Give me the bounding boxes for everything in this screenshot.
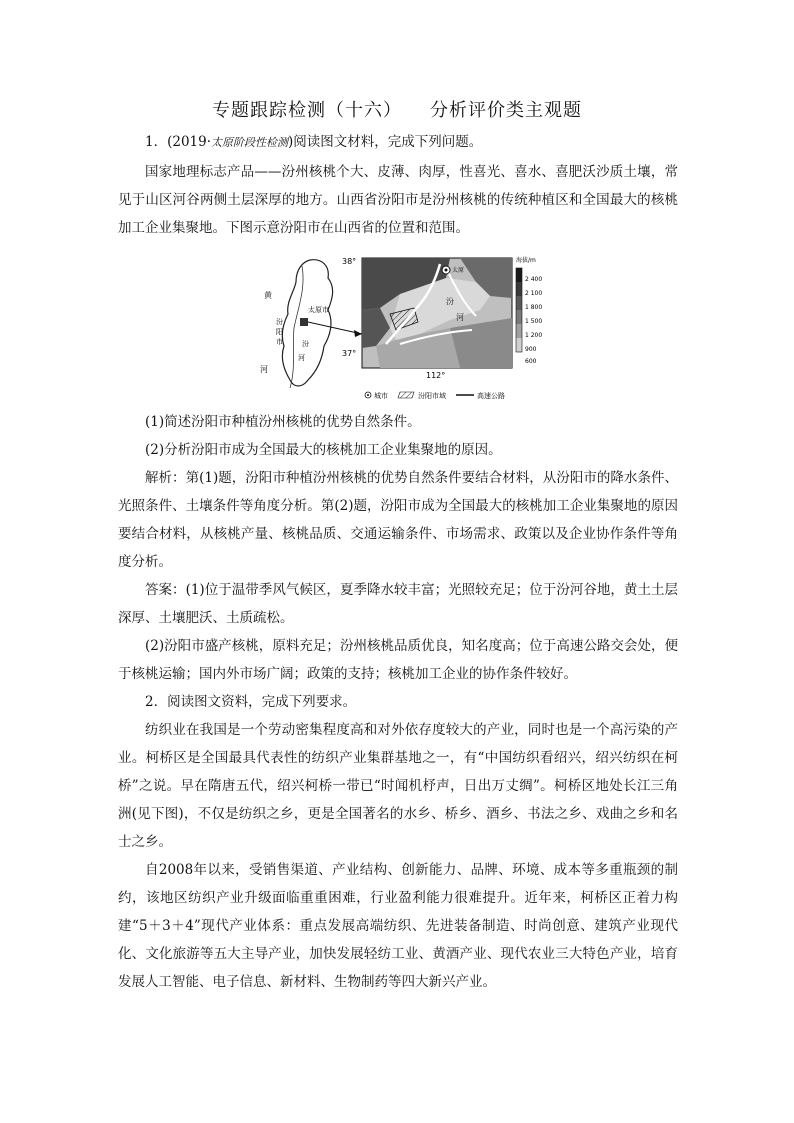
pointer-arrow xyxy=(354,330,362,337)
main-map xyxy=(342,257,512,380)
q1-number: 1．(2019· xyxy=(145,134,212,150)
label-fen2: 汾 xyxy=(302,340,309,348)
elev-900: 900 xyxy=(525,346,537,353)
q1-sub1: (1)简述汾阳市种植汾州核桃的优势自然条件。 xyxy=(145,414,421,430)
label-fen: 汾 xyxy=(276,318,283,326)
label-shi: 市 xyxy=(276,338,283,346)
q1-analysis: 解析：第(1)题，汾阳市种植汾州核桃的优势自然条件要结合材料，从汾阳市的降水条件、光照条件、土壤条件等角度分析。第(2)题，汾阳市成为全国最大的核桃加工企业集聚地的原因要结合材料，从核桃产量、核桃品质、交通运输条件、市场需求、政策以及企业协作条件等角度分析。 xyxy=(118,470,678,570)
label-taiyuan: 太原市 xyxy=(308,306,329,314)
lon-112: 112° xyxy=(426,371,446,380)
q1-sub2: (2)分析汾阳市成为全国最大的核桃加工企业集聚地的原因。 xyxy=(145,442,502,458)
label-huang: 黄 xyxy=(264,291,272,300)
elevation-legend xyxy=(516,256,542,365)
lat-37: 37° xyxy=(342,349,357,358)
legend-swatch-5 xyxy=(516,324,522,338)
shanxi-inset xyxy=(260,260,362,388)
q2-para1: 纺织业在我国是一个劳动密集程度高和对外依存度较大的产业，同时也是一个高污染的产业。柯桥区是全国最具代表性的纺织产业集群基地之一，有“中国纺织看绍兴，绍兴纺织在柯桥”之说。早在隋唐五代，绍兴柯桥一带已“时闻机杼声，日出万丈绸”。柯桥区地处长江三角洲(见下图)，不仅是纺织之乡，更是全国著名的水乡、桥乡、酒乡、书法之乡、戏曲之乡和名士之乡。 xyxy=(118,722,678,850)
label-he: 河 xyxy=(260,365,268,374)
legend-swatch-2 xyxy=(516,282,522,296)
lat-38: 38° xyxy=(342,257,357,266)
q1-intro xyxy=(118,128,678,157)
q1-intro-tail: )阅读图文材料，完成下列问题。 xyxy=(288,134,483,150)
map-label-taiyuan: 太原 xyxy=(452,267,465,274)
city-legend-dot xyxy=(367,394,369,396)
elev-1800: 1 800 xyxy=(525,304,543,311)
q1-answer1: 答案：(1)位于温带季风气候区，夏季降水较丰富；光照较充足；位于汾河谷地，黄土土层深厚、土壤肥沃、土质疏松。 xyxy=(118,582,678,626)
title-part1: 专题跟踪检测（十六） xyxy=(212,100,402,121)
map-label-fen: 汾 xyxy=(446,297,454,306)
q2-intro: 2．阅读图文资料，完成下列要求。 xyxy=(145,694,357,710)
elev-2400: 2 400 xyxy=(525,276,543,283)
map-label-he: 河 xyxy=(456,313,464,322)
fenyang-legend-icon xyxy=(398,392,414,398)
elev-1200: 1 200 xyxy=(525,332,543,339)
legend-city: 城市 xyxy=(374,392,388,400)
taiyuan-city-dot xyxy=(445,269,448,272)
legend-swatch-1 xyxy=(516,268,522,282)
legend-title: 海拔/m xyxy=(516,257,536,264)
legend-swatch-4 xyxy=(516,310,522,324)
legend-fenyang: 汾阳市域 xyxy=(418,392,446,400)
q1-answer2: (2)汾阳市盛产核桃，原料充足；汾州核桃品质优良，知名度高；位于高速公路交会处，便于核桃运输；国内外市场广阔；政策的支持；核桃加工企业的协作条件较好。 xyxy=(118,638,678,682)
elev-1500: 1 500 xyxy=(525,318,543,325)
map-figure xyxy=(250,248,550,408)
page-title xyxy=(0,96,794,122)
legend-swatch-6 xyxy=(516,338,522,352)
fenyang-marker xyxy=(300,318,308,326)
map-svg xyxy=(250,248,550,408)
label-yang: 阳 xyxy=(276,328,283,336)
q1-source: 太原阶段性检测 xyxy=(211,136,289,149)
bottom-legend xyxy=(365,391,505,400)
title-part2: 分析评价类主观题 xyxy=(430,100,582,121)
elev-2100: 2 100 xyxy=(525,290,543,297)
label-he2: 河 xyxy=(298,354,305,362)
q2-para2: 自2008年以来，受销售渠道、产业结构、创新能力、品牌、环境、成本等多重瓶颈的制约，该地区纺织产业升级面临重重困难，行业盈利能力很难提升。近年来，柯桥区正着力构建“5＋3＋4”现代产业体系：重点发展高端纺织、先进装备制造、时尚创意、建筑产业现代化、文化旅游等五大主导产业，加快发展轻纺工业、黄酒产业、现代农业三大特色产业，培育发展人工智能、电子信息、新材料、生物制药等四大新兴产业。 xyxy=(118,862,678,990)
legend-highway: 高速公路 xyxy=(477,392,505,400)
q1-material: 国家地理标志产品——汾州核桃个大、皮薄、肉厚，性喜光、喜水、喜肥沃沙质土壤，常见于山区河谷两侧土层深厚的地方。山西省汾阳市是汾州核桃的传统种植区和全国最大的核桃加工企业集聚地。下图示意汾阳市在山西省的位置和范围。 xyxy=(118,164,678,236)
elev-600: 600 xyxy=(525,358,537,365)
legend-swatch-3 xyxy=(516,296,522,310)
